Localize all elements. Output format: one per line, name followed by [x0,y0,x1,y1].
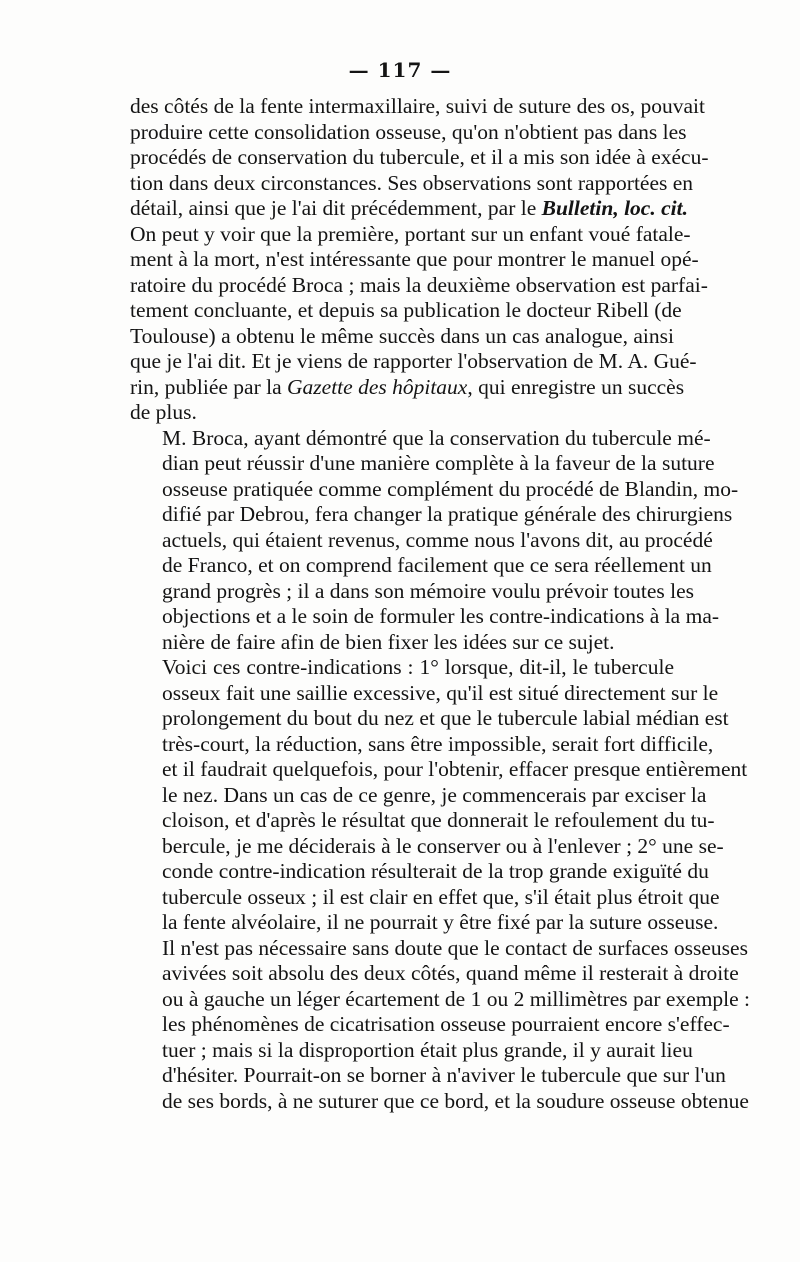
text-line [130,1088,749,1115]
text-segment: tuer ; mais si la disproportion était plus grande, il y aurait lieu [162,1037,693,1062]
text-line [130,425,711,452]
text-line [130,935,748,962]
text-line [130,680,719,707]
text-segment: M. Broca, ayant démontré que la conservation du tubercule mé- [162,425,711,450]
text-segment: objections et a le soin de formuler les contre-indications à la ma- [162,604,720,628]
text-line [130,553,712,579]
text-segment: avivées soit absolu des deux côtés, quand même il resterait à droite [162,961,739,985]
text-segment: actuels, qui étaient revenus, comme nous l'avons dit, au procédé [162,527,713,552]
text-line [130,527,713,554]
text-line [130,706,729,732]
text-line [130,884,720,911]
text-segment: rin, publiée par la [130,374,288,399]
text-segment: nière de faire afin de bien fixer les idées sur ce sujet. [162,629,615,654]
text-segment: grand progrès ; il a dans son mémoire voulu prévoir toutes les [162,578,695,603]
text-segment: que je l'ai dit. Et je viens de rapporter l'observation de M. A. Gué- [130,349,697,373]
text-segment: de Franco, et on comprend facilement que ce sera réellement un [162,553,712,577]
italic-title: Gazette des hôpitaux [287,374,468,399]
text-segment: les phénomènes de cicatrisation osseuse pourraient encore s'effec- [162,1012,730,1036]
text-segment: Toulouse) a obtenu le même succès dans un cas analogue, ainsi [130,323,674,348]
text-line [130,859,709,885]
text-line [130,451,715,477]
text-line [130,757,748,783]
text-line [130,655,674,681]
text-segment: d'hésiter. Pourrait-on se borner à n'aviver le tubercule que sur l'un [162,1063,726,1087]
text-segment: On peut y voir que la première, portant sur un enfant voué fatale- [130,221,691,246]
text-segment: difié par Debrou, fera changer la pratique générale des chirurgiens [162,502,733,526]
body-text [130,94,751,1114]
text-segment: de ses bords, à ne suturer que ce bord, et la soudure osseuse obtenue [162,1088,749,1113]
text-line [130,1037,693,1064]
italic-bold-reference: Bulletin, loc. cit. [541,196,688,220]
text-line [130,961,739,987]
text-line [130,808,715,834]
page-number: — 117 — [348,58,452,82]
text-segment: tion dans deux circonstances. Ses observations sont rapportées en [130,170,694,195]
text-segment: ment à la mort, n'est intéressante que pour montrer le manuel opé- [130,247,699,271]
text-line [130,731,714,758]
text-line [130,476,739,503]
text-segment: tubercule osseux ; il est clair en effet que, s'il était plus étroit que [162,884,720,909]
text-segment: Voici ces contre-indications : 1° lorsque, dit-il, le tubercule [162,655,674,679]
text-segment: le nez. Dans un cas de ce genre, je commencerais par exciser la [162,782,707,807]
text-segment: , qui enregistre un succès [467,374,685,399]
text-line [130,986,751,1013]
paragraph [130,94,709,426]
text-line [130,272,708,299]
text-segment: des côtés de la fente intermaxillaire, suivi de suture des os, pouvait [130,94,705,118]
text-segment: prolongement du bout du nez et que le tubercule labial médian est [162,706,729,730]
text-segment: Il n'est pas nécessaire sans doute que le contact de surfaces osseuses [162,935,748,960]
text-segment: bercule, je me déciderais à le conserver ou à l'enlever ; 2° une se- [162,833,724,858]
text-line [130,298,682,324]
text-segment: procédés de conservation du tubercule, et il a mis son idée à exécu- [130,145,709,169]
text-line [130,910,719,936]
text-line [130,604,720,630]
text-segment: et il faudrait quelquefois, pour l'obtenir, effacer presque entièrement [162,757,748,781]
text-line [130,196,688,222]
text-segment: produire cette consolidation osseuse, qu'on n'obtient pas dans les [130,119,687,144]
text-segment: conde contre-indication résulterait de la trop grande exiguïté du [162,859,709,883]
text-segment: de plus. [130,400,197,424]
text-segment: dian peut réussir d'une manière complète à la faveur de la suture [162,451,715,475]
text-line [130,630,674,656]
text-segment: la fente alvéolaire, il ne pourrait y être fixé par la suture osseuse. [162,910,719,934]
text-line [130,145,709,171]
text-segment: cloison, et d'après le résultat que donnerait le refoulement du tu- [162,808,715,832]
text-line [130,349,697,375]
text-segment: tement concluante, et depuis sa publication le docteur Ribell (de [130,298,682,322]
text-line [130,1063,726,1089]
text-segment: très-court, la réduction, sans être impossible, serait fort difficile, [162,731,714,756]
text-line [130,324,674,350]
paragraph [130,655,751,1114]
text-segment: osseux fait une saillie excessive, qu'il est situé directement sur le [162,680,719,705]
text-segment: détail, ainsi que je l'ai dit précédemment, par le [130,196,542,220]
text-line [130,170,694,197]
text-line [130,578,695,605]
text-line [130,833,724,860]
text-line [130,374,685,401]
text-line [130,247,699,273]
paragraph [130,425,739,656]
text-segment: osseuse pratiquée comme complément du procédé de Blandin, mo- [162,476,739,501]
text-line [130,782,707,809]
text-line [130,400,674,426]
text-line [130,1012,730,1038]
text-segment: ou à gauche un léger écartement de 1 ou 2 millimètres par exemple : [162,986,751,1011]
text-line [130,502,733,528]
text-line [130,94,705,120]
text-line [130,221,691,248]
text-line [130,119,687,146]
text-segment: ratoire du procédé Broca ; mais la deuxième observation est parfai- [130,272,708,297]
